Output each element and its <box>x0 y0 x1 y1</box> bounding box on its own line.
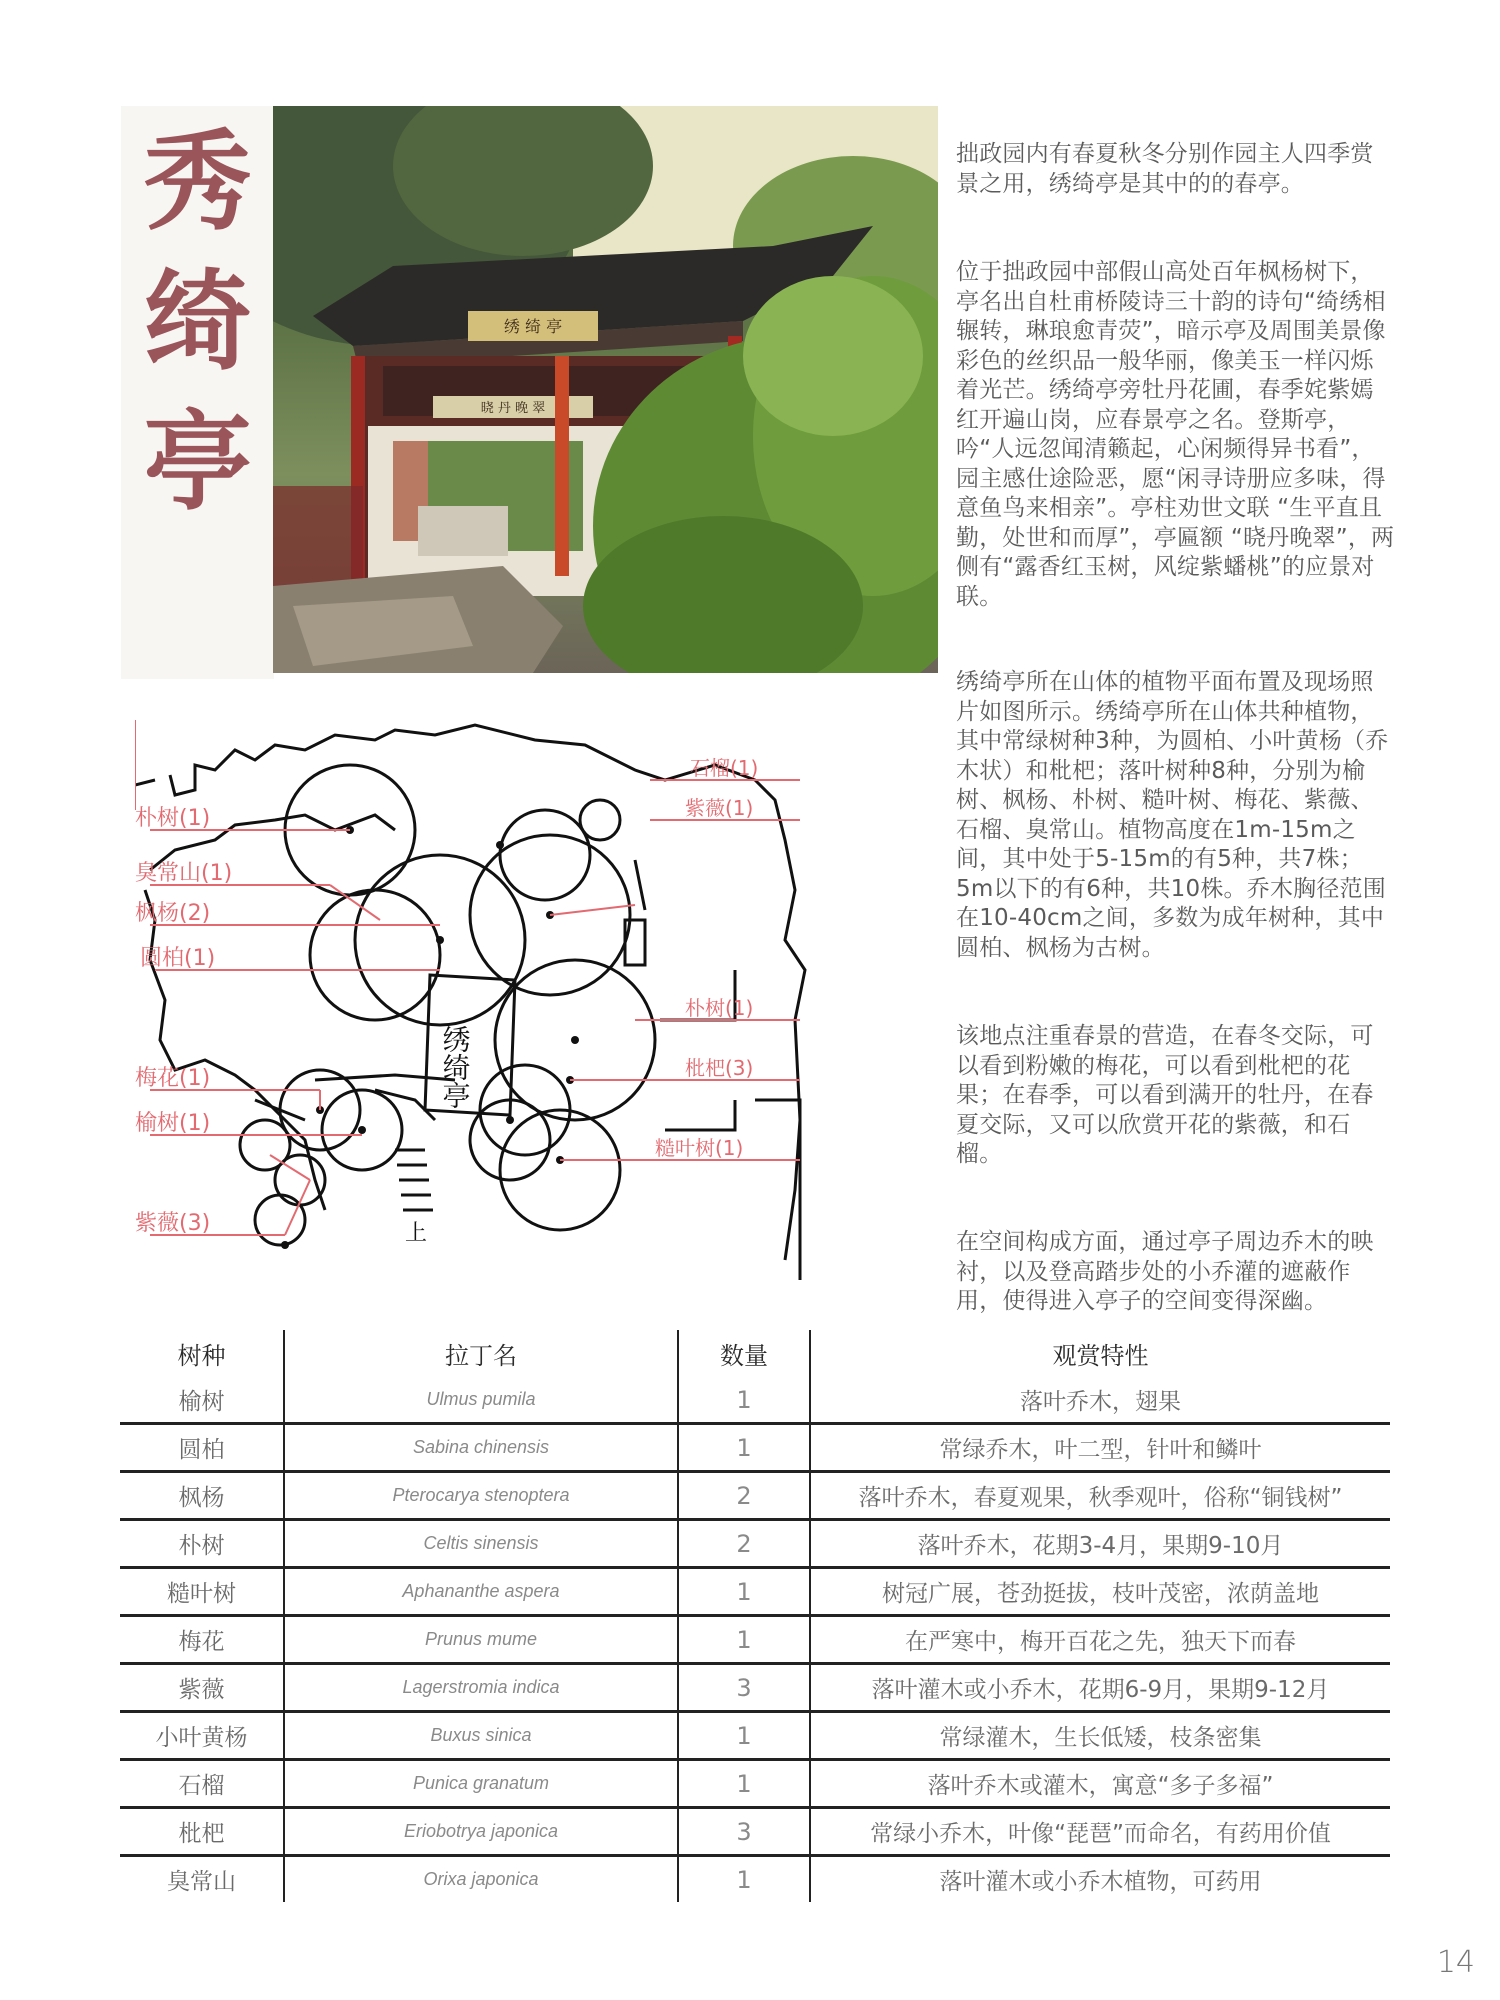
species-cell: 石榴 <box>120 1760 284 1808</box>
svg-text:臭常山(1): 臭常山(1) <box>135 861 233 886</box>
latin-cell: Prunus mume <box>284 1616 678 1664</box>
quantity-cell: 1 <box>678 1616 810 1664</box>
latin-cell: Pterocarya stenoptera <box>284 1472 678 1520</box>
quantity-cell: 3 <box>678 1808 810 1856</box>
header-ornamental-features: 观赏特性 <box>1052 1342 1149 1370</box>
quantity-cell: 1 <box>678 1856 810 1903</box>
svg-text:圆柏(1): 圆柏(1) <box>140 946 216 971</box>
latin-cell: Eriobotrya japonica <box>284 1808 678 1856</box>
svg-text:榆树(1): 榆树(1) <box>135 1111 211 1136</box>
species-cell: 榆树 <box>120 1377 284 1424</box>
feature-cell: 落叶灌木或小乔木，花期6-9月，果期9-12月 <box>871 1677 1330 1703</box>
table-row <box>120 1377 1390 1424</box>
latin-cell: Aphananthe aspera <box>284 1568 678 1616</box>
feature-cell: 常绿乔木，叶二型，针叶和鳞叶 <box>939 1437 1262 1463</box>
table-row <box>120 1568 1390 1616</box>
table-row <box>120 1856 1390 1903</box>
svg-text:紫薇(1): 紫薇(1) <box>685 796 754 820</box>
table-row <box>120 1616 1390 1664</box>
header-species: 树种 <box>120 1330 284 1377</box>
feature-cell: 常绿灌木，生长低矮，枝条密集 <box>939 1725 1262 1751</box>
table-row <box>120 1712 1390 1760</box>
intro-paragraph: 拙政园内有春夏秋冬分别作园主人四季赏景之用，绣绮亭是其中的的春亭。 <box>956 141 1374 197</box>
quantity-cell: 2 <box>678 1472 810 1520</box>
latin-cell: Punica granatum <box>284 1760 678 1808</box>
species-cell: 圆柏 <box>120 1424 284 1472</box>
quantity-cell: 1 <box>678 1424 810 1472</box>
quantity-cell: 2 <box>678 1520 810 1568</box>
species-cell: 枫杨 <box>120 1472 284 1520</box>
svg-text:朴树(1): 朴树(1) <box>135 806 211 831</box>
header-quantity: 数量 <box>678 1330 810 1377</box>
species-cell: 朴树 <box>120 1520 284 1568</box>
history-paragraph: 位于拙政园中部假山高处百年枫杨树下，亭名出自杜甫桥陵诗三十韵的诗句“绮绣相辗转，琳琅愈青荧”，暗示亭及周围美景像彩色的丝织品一般华丽，像美玉一样闪烁着光芒。绣绮亭旁牡丹花圃，春季姹紫嫣红开遍山岗，应春景亭之名。登斯亭，吟“人远忽闻清籁起，心闲频得异书看”，园主感仕途险恶，愿“闲寻诗册应多味，得意鱼鸟来相亲”。亭柱劝世文联 “生平直且勤，处世和而厚”，亭匾额 “晓丹晚翠”，两侧有“露香红玉树，风绽紫蟠桃”的应景对联。 <box>956 259 1395 610</box>
svg-text:绣绮亭: 绣绮亭 <box>438 1025 472 1109</box>
latin-cell: Sabina chinensis <box>284 1424 678 1472</box>
seasons-paragraph: 该地点注重春景的营造，在春冬交际，可以看到粉嫩的梅花，可以看到枇杷的花果；在春季，可以看到满开的牡丹，在春夏交际，又可以欣赏开花的紫薇，和石榴。 <box>956 1023 1374 1167</box>
svg-text:石榴(1): 石榴(1) <box>690 756 759 780</box>
pavilion-photo <box>273 106 938 673</box>
svg-text:枫杨(2): 枫杨(2) <box>135 901 211 926</box>
quantity-cell: 1 <box>678 1377 810 1424</box>
plants-paragraph: 绣绮亭所在山体的植物平面布置及现场照片如图所示。绣绮亭所在山体共种植物，其中常绿树种3种，为圆柏、小叶黄杨（乔木状）和枇杷；落叶树种8种，分别为榆树、枫杨、朴树、糙叶树、梅花、紫薇、石榴、臭常山。植物高度在1m-15m之间，其中处于5-15m的有5种，共7株；5m以下的有6种，共10株。乔木胸径范围在10-40cm之间，多数为成年树种，其中圆柏、枫杨为古树。 <box>956 669 1389 961</box>
pavilion-illustration <box>273 106 938 673</box>
feature-cell: 落叶乔木，春夏观果，秋季观叶，俗称“铜钱树” <box>858 1485 1343 1511</box>
table-row <box>120 1424 1390 1472</box>
svg-text:朴树(1): 朴树(1) <box>685 996 754 1020</box>
svg-text:枇杷(3): 枇杷(3) <box>685 1056 754 1080</box>
planting-plan-diagram <box>135 720 935 1280</box>
quantity-cell: 1 <box>678 1568 810 1616</box>
svg-text:梅花(1): 梅花(1) <box>135 1066 211 1091</box>
table-row <box>120 1760 1390 1808</box>
quantity-cell: 3 <box>678 1664 810 1712</box>
species-cell: 小叶黄杨 <box>120 1712 284 1760</box>
svg-text:上: 上 <box>405 1221 428 1246</box>
species-cell: 臭常山 <box>120 1856 284 1903</box>
species-cell: 糙叶树 <box>120 1568 284 1616</box>
title-char-1: 秀 <box>143 119 252 245</box>
svg-text:糙叶树(1): 糙叶树(1) <box>655 1136 744 1160</box>
table-header-row <box>120 1330 1390 1377</box>
table-row <box>120 1520 1390 1568</box>
title-char-2: 绮 <box>143 259 252 385</box>
latin-cell: Lagerstromia indica <box>284 1664 678 1712</box>
page-number: 14 <box>1436 1945 1475 1980</box>
feature-cell: 落叶乔木或灌木，寓意“多子多福” <box>927 1773 1274 1799</box>
svg-text:绣 绮 亭: 绣 绮 亭 <box>503 317 563 336</box>
quantity-cell: 1 <box>678 1760 810 1808</box>
svg-text:晓 丹 晚 翠: 晓 丹 晚 翠 <box>480 401 546 416</box>
title-char-3: 亭 <box>143 399 252 525</box>
latin-cell: Ulmus pumila <box>284 1377 678 1424</box>
plant-species-table <box>120 1330 1390 1902</box>
svg-text:紫薇(3): 紫薇(3) <box>135 1211 211 1236</box>
feature-cell: 树冠广展，苍劲挺拔，枝叶茂密，浓荫盖地 <box>882 1581 1319 1607</box>
latin-cell: Orixa japonica <box>284 1856 678 1903</box>
header-latin-name: 拉丁名 <box>284 1330 678 1377</box>
table-row <box>120 1808 1390 1856</box>
title-strip <box>121 106 274 679</box>
feature-cell: 落叶乔木，花期3-4月，果期9-10月 <box>917 1533 1284 1559</box>
table-row <box>120 1664 1390 1712</box>
species-cell: 梅花 <box>120 1616 284 1664</box>
table-row <box>120 1472 1390 1520</box>
species-cell: 紫薇 <box>120 1664 284 1712</box>
space-paragraph: 在空间构成方面，通过亭子周边乔木的映衬，以及登高踏步处的小乔灌的遮蔽作用，使得进入亭子的空间变得深幽。 <box>956 1229 1374 1314</box>
feature-cell: 常绿小乔木，叶像“琵琶”而命名，有药用价值 <box>870 1821 1331 1847</box>
latin-cell: Buxus sinica <box>284 1712 678 1760</box>
feature-cell: 落叶乔木，翅果 <box>1020 1389 1181 1415</box>
species-cell: 枇杷 <box>120 1808 284 1856</box>
feature-cell: 落叶灌木或小乔木植物，可药用 <box>939 1869 1262 1895</box>
feature-cell: 在严寒中，梅开百花之先，独天下而春 <box>905 1629 1296 1655</box>
latin-cell: Celtis sinensis <box>284 1520 678 1568</box>
quantity-cell: 1 <box>678 1712 810 1760</box>
